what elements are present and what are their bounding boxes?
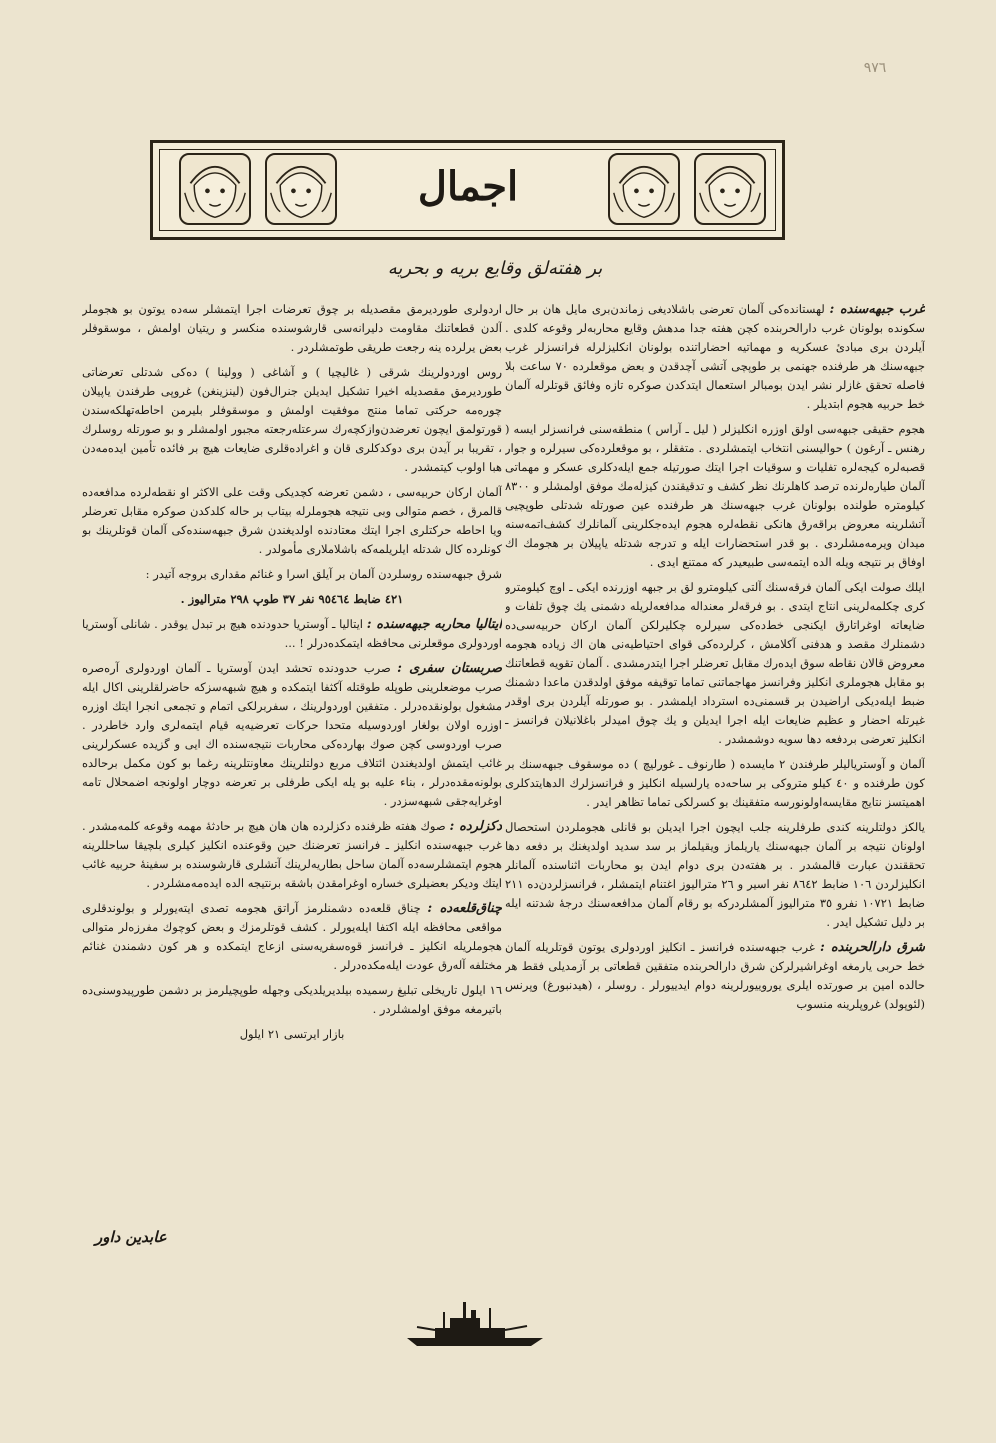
paragraph xyxy=(505,300,925,414)
paragraph xyxy=(82,363,502,477)
paragraph xyxy=(505,578,925,749)
paragraph xyxy=(82,615,502,653)
face-ornament-icon xyxy=(179,153,251,225)
paragraph xyxy=(505,818,925,932)
paragraph-text: چناق قلعه‌ده دشمنلرمز آراتق هجومه تصدی ایته‌یورلر و بولوندقلری مواقعی محافظه ایله اكتفا ایله‌یورلر . كشف قوتلرمزك و بعض كوچوك مفرزه‌لر متوالی هجوملریله انكلیز ـ فرانسز قوه‌سفریه‌سنی ازعاج ایتمكده و هر كون دشمندن غنائم مختلفه آله‌رق عودت ایله‌مكده‌درلر . xyxy=(82,901,502,972)
paragraph xyxy=(505,938,925,1014)
section-heading: دكزلرده : xyxy=(449,819,502,834)
paragraph xyxy=(505,420,925,572)
paragraph-text: ٤٢١ ضابط ٩٥٤٦٤ نفر ٣٧ طوپ ٢٩٨ متراليوز . xyxy=(180,592,404,606)
paragraph-text: یالكز دولتلرینه كندی طرفلرینه جلب ایچون اجرا ایدیلن بو قانلی هجوملردن استحصال اولونان نتیجه بر آلمان جبهه‌سنك یاریلماز ویقیلماز بر سد سدید اولدیغنك بر دفعه دها تحققندن عبارت قالمشدر . بر هفته‌دن بری دوام ایدن بو محاربات اثناسنده آلمانلر انكلیزلردن ١٠٦ ضابط ٨٦٤٢ نفر اسیر و ٢٦ متراليوز اغتنام ایتمشلر ، فرانسزلردن‌ده ٢١١ ضابط ١٠٧٢١ نفرو ٣٥ متراليوز آلمشلردركه بو رقام آلمان مدافعه‌سنك درجهٔ شدتنه ایله بر دلیل تشكیل ایدر . xyxy=(505,820,925,929)
face-ornament-icon xyxy=(694,153,766,225)
paragraph xyxy=(505,755,925,812)
warship-illustration-icon xyxy=(405,1300,545,1350)
right-column xyxy=(505,300,925,1235)
subtitle: بر هفته‌لق وقایع بریه و بحریه xyxy=(387,258,603,279)
paragraph-text: ایتالیا ـ آوستریا حدودنده هیچ بر تبدل یوقدر . شانلی آوستریا اوردولری موقعلرنی محافظه ایتمكده‌درلر ! ... xyxy=(82,617,502,650)
paragraph-text: هجوم حقیقی جبهه‌سی اولق اوزره انكلیزلر ( لیل ـ آراس ) منطقه‌سنی فرانسزلر ایسه ( رهنس ـ آرغون ) حوالیسنی انتخاب ایتمشلردی . متفقلر ، بو موقعلرده‌كی سیرلره و جوار قصبه‌لره كیجه‌لره تفلیات و سوقیات اجرا ایتك صورتیله جمع ایله‌دكلری عسكر و مهماتی آلمان طیاره‌لرنده ترصد كاهلرنك نظر كشف و تدقیقندن كیزله‌مك موفق اولمشلر و ٨٣٠٠ كیلومتره طولنده بولونان غرب جبهه‌سنك هر طرفنده عین صورتله شدتلی طوپچیی آتشلرینه معروض براقه‌رق هانكی نقطه‌لره هجوم ایده‌جكلرینی آلمانلرك كشف‌اتمه‌سنه میدان ویرمه‌مشلردی . بو قدر استحضارات ایله و تدرجه شدتله یاپیلان بر هجومك اك اوفاق بر نتیجه ویله الده ایتمه‌سی طبیعیدر كه ممتنع ایدی . xyxy=(505,422,925,569)
paragraph-text: ایلك صولت ایكی آلمان فرقه‌سنك آلتی كیلومترو لق بر جبهه اوزرنده ایكی ـ اوچ كیلومترو كری چكلمه‌لرینی انتاج ایتدی . بو فرقه‌لر معنداله مدافعه‌لریله دشمنی یك چوق تلفات و ضایعاته اوغراتارق ایكنجی خط‌ده‌كی سیرلره چكلیرلكن آلمان اركان حربیه‌سی‌ده دشمنلرك مقصد و هدفنی آكلامش ، كرلرده‌كی قوای احتیاطیه‌نی هان اك زیاده هجومه معروض قالان نقاطه سوق ایده‌رك مقابل تعرضلر اجرا ایتدرمشدی . آلمان تقویه قطعاتنك بو مقابل هجوملری انكلیز وفرانسز مهاجماتنی تماما توقیفه موفق اولدقدن ماعدا دشمنك ضبط ایله‌دیكی اراضیدن بر قسمنی‌ده استرداد ایلمشدر . بو صورتله آیلردن بری اوقدر غیرتله احضار و عظیم ضایعات ایله اجرا ایدیلن و یك چوق امیدلر باغلانیلان فرانسز ـ انكلیز تعرضی بردفعه دها سویه دوشمشدر . xyxy=(505,580,925,746)
paragraph xyxy=(82,981,502,1019)
paragraph-text: روس اوردولرینك شرقی ( غالیچیا ) و آشاغی ( وولینا ) ده‌كی شدتلی تعرضاتی طوردیرمق مقصدیله اخیرا تشكیل ایدیلن جنرال‌فون (لینزینغن) غروپی طرفندن یاپیلان چوره‌مه حركتی تماما منتج موفقیت اولمش و موسقوفلر بلیرمن احاطه‌تهلكه‌سندن قورتولمق ایچون تعرضدن‌وازكچه‌رك سرعتله‌رجعته مجبور اولمشلر و بو صورتله روسلرك ، تقریبا بر آیدن بری دوكدكلری قان و اغراده‌قلری ضایعات هیچ بر فائده تأمین ایده‌مه‌دن هبا اولوب كیتمشدر . xyxy=(82,365,502,474)
paragraph-text: شرق جبهه‌سنده روسلردن آلمان بر آیلق اسرا و غنائم مقداری بروجه آتیدر : xyxy=(145,567,502,581)
paragraph-text: ١٦ ایلول تاریخلی تبلیغ رسمیده بیلدیریلدیكی وجهله طوپچیلرمز بر دشمن طورپیدوسنی‌ده باتیرمغه موفق اولمشلردر . xyxy=(82,983,502,1016)
date-line xyxy=(82,1025,502,1044)
paragraph-text: اردولری طوردیرمق مقصدیله بر چوق تعرضات اجرا ایتمشلر سه‌ده یوتون بو هجوملر آلدن قطعاتنك مقاومت دلیرانه‌سی قارشوسنده منكسر و ریتیان اولمش ، موسقوفلر بعض یرلرده ینه رجعت طریقی طوتمشلردر . xyxy=(82,302,502,354)
section-heading: صربستان سفری : xyxy=(397,661,502,676)
section-heading: چناق‌قلعه‌ده : xyxy=(427,901,502,916)
paragraph xyxy=(82,565,502,584)
paragraph xyxy=(82,899,502,975)
section-heading: غرب جبهه‌سنده : xyxy=(829,302,925,317)
face-ornament-icon xyxy=(265,153,337,225)
date-text: بازار ایرتسی ٢١ ایلول xyxy=(239,1027,345,1041)
section-heading: شرق دارالحربنده : xyxy=(820,940,925,955)
paragraph xyxy=(82,659,502,811)
banner-title: اجمال xyxy=(417,163,519,210)
paragraph xyxy=(82,483,502,559)
paragraph-text: صرب حدودنده تحشد ایدن آوستریا ـ آلمان اوردولری آره‌صره صرب موضعلرینی طوپله طوقتله آكثفا ایتمكده و هیچ شبهه‌سزكه حاضرلقلرینی اكال ایله مشغول بولونقده‌درلر . متفقین اوردولرینك ، سفربرلكی اتمام و تجمعی انجرا ایتك اوزره اوزره اولان بولغار اوردوسیله متحدا حركات تعرضیه‌یه قیام ایتمه‌لری وارد خاطردر . صرب اوردوسی كچن صوك بهارده‌كی محاربات نتیجه‌سنده اك ایی و گزیده عسكرلرینی غائب ایتمش اولدیغندن ائتلاف مربع دولتلرینك معاونتلرینه رغما بو كون مكمل برحالده بولونه‌مقده‌درلر ، بناء علیه بو یله ایكی طرفلی بر تعرضه دوچار اولونجه اضمحلال تامه اوغرایه‌جقی شبهه‌سزدر . xyxy=(82,661,502,808)
paragraph xyxy=(82,817,502,893)
statistics-line xyxy=(82,590,502,609)
paragraph-text: لهستانده‌كی آلمان تعرضی باشلادیغی زماندن‌بری مایل هان بر حال سكونده بولونان غرب دارالحربنده كچن هفته جدا مدهش وقایع محاربه‌لر وقوعه كلدی . آیلردن بری مبادیٔ عسكریه و مهماتیه احضاراتنده بولونان انكلیزلرله فرانسزلر غرب جبهه‌سنك هر طرفنده جهنمی بر طوپچی آتشی آچدقدن و بعض موقعلرده ٧٠ ساعت بلا فاصله تحقق غازلر نشر ایدن بومبالر استعمال ایتدكدن صوكره تازه وفائق قوتلرله آلمان خط حربیه هجوم ابتدیلر . xyxy=(505,302,925,411)
paragraph-text: آلمان و آوستریالیلر طرفندن ٢ مایسده ( طارنوف ـ غورلیچ ) ده موسقوف جبهه‌سنك بر كون طرفنده و ٤٠ كیلو متروكی بر ساحه‌ده یارلسیله انكلیز و فرانسزلرك الدهایتدكلری اهمیتسز نتایج مقایسه‌اولونورسه متفقینك بو كسرلكی تماما تظاهر ایدر . xyxy=(505,757,925,809)
paragraph xyxy=(82,300,502,357)
paragraph-text: آلمان اركان حربیه‌سی ، دشمن تعرضه كچدیكی وقت علی الاكثر او نقطه‌لرده مدافعه‌ده قالمرق ، خصم متوالی وبی نتیجه هجوملرله بیتاب بر حاله كلدكدن صوكره مقابل تعرضلر ویا احاطه حركتلری اجرا ایتك معتادنده اولدیغندن شرق جبهه‌سنده‌كی آلمان قوتلرینك بو كونلرده كال شدتله ایلریلمه‌كه باشلاملاری مأمولدر . xyxy=(82,485,502,556)
page-number: ٩٧٦ xyxy=(863,60,887,76)
paragraph-text: غرب جبهه‌سنده فرانسز ـ انكلیز اوردولری یوتون قوتلریله آلمان خط حربی یارمغه اوغراشیرلركن شرق دارالحربنده متفقین قطعاتی بر آزمدیلی فقط هر حالده امین بر صورتده ایلری یوروییورلرینه دوام ایدییورلر . روسلر ، (هیدنبورغ) وپرنس (لئوپولد) غروپلرینه منسوب xyxy=(505,940,925,1011)
author-signature: عابدین داور xyxy=(95,1228,167,1246)
face-ornament-icon xyxy=(608,153,680,225)
left-column xyxy=(82,300,502,1235)
paragraph-text: صوك هفته ظرفنده دكزلرده هان هان هیچ بر حادثهٔ مهمه وقوعه كلمه‌مشدر . غرب جبهه‌سنده انكلیز ـ فرانسز تعرضنك حین وقوعنده انكلیز كیلری بلچیقا ساحللرینه هجوم ایتمشلرسه‌ده آلمان ساحل بطاریه‌لرینك آتشلری قارشوسنده بر سفینهٔ حربیه غائب ایتك ودیكر بعضیلری خساره اوغرامقدن باشقه برنتیجه الده ایده‌مه‌مشلردر . xyxy=(82,819,502,890)
title-banner xyxy=(150,140,785,240)
section-heading: ایتالیا محاربه جبهه‌سنده : xyxy=(366,617,502,632)
